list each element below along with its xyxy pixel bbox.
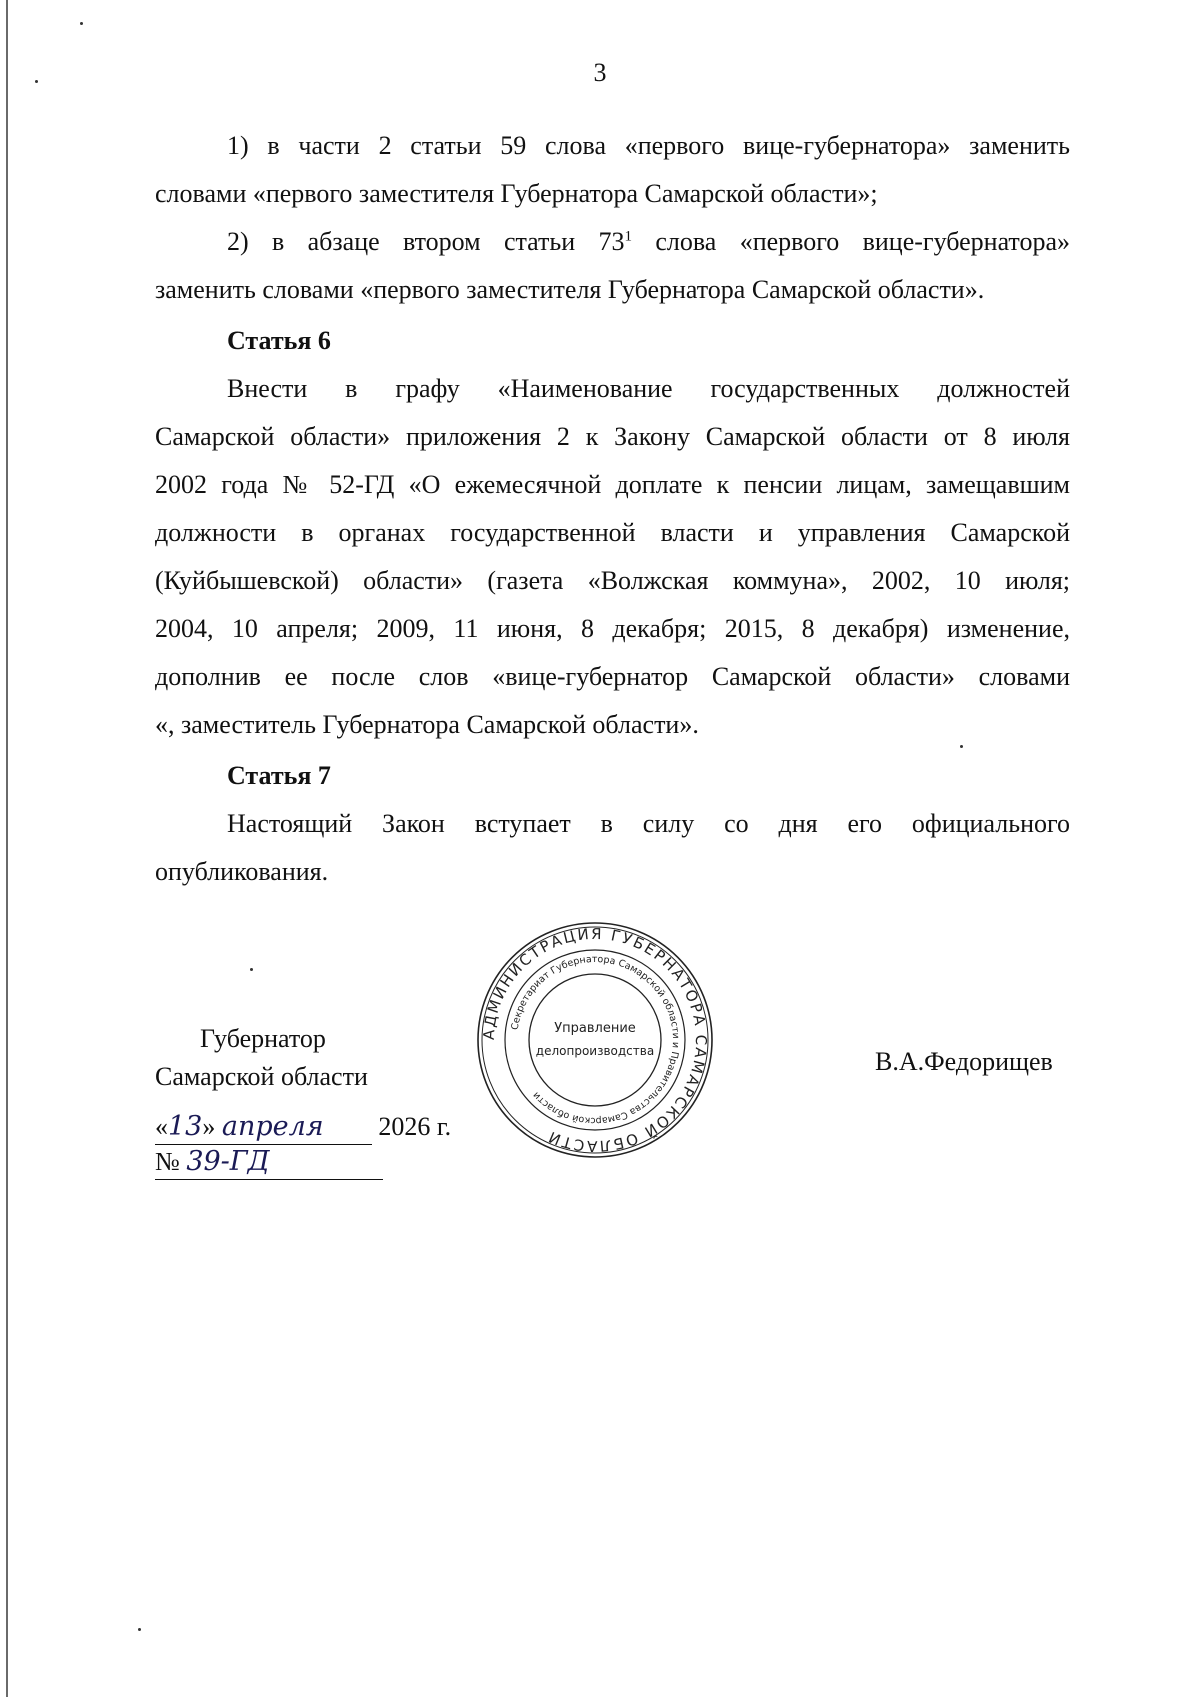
binding-edge [6,0,8,1697]
scan-speck [80,22,83,25]
signatory-title-line: Губернатор [200,1024,326,1053]
text-fragment: 2) в абзаце втором статьи 73 [227,227,625,256]
document-body [155,122,1070,896]
law-number [155,1145,383,1180]
item-1 [155,122,1070,170]
date-month: апреля [221,1111,324,1142]
text-line: 2004, 10 апреля; 2009, 11 июня, 8 декабря; 2015, 8 декабря) изменение, [155,614,1070,643]
article-7-body [155,800,1070,896]
article-6-body [155,365,1070,749]
text-fragment: слова «первого вице-губернатора» [632,227,1070,256]
item-2 [155,218,1070,266]
text-line: дополнив ее после слов «вице-губернатор Самарской области» словами [155,662,1070,691]
text-line: Настоящий Закон вступает в силу со дня его официального [227,809,1070,838]
seal-outer-text: АДМИНИСТРАЦИЯ ГУБЕРНАТОРА САМАРСКОЙ ОБЛАСТИ [479,924,711,1156]
article-6-heading: Статья 6 [227,326,331,355]
text-line: Самарской области» приложения 2 к Закону Самарской области от 8 июля [155,422,1070,451]
text-line: Внести в графу «Наименование государственных должностей [227,374,1070,403]
signatory-title [155,1020,368,1096]
seal-inner-text: Секретариат Губернатора Самарской области и Правительства Самарской области [509,953,682,1127]
signatory-title-line: Самарской области [155,1062,368,1091]
superscript: 1 [624,228,633,245]
text-line: «, заместитель Губернатора Самарской области». [155,710,699,739]
date-handwritten [155,1110,372,1145]
date-and-number [155,1110,451,1180]
seal-inner-ring [529,974,661,1106]
text-line: 1) в части 2 статьи 59 слова «первого вице-губернатора» заменить [227,131,1070,160]
scan-speck [138,1628,141,1631]
article-7-heading: Статья 7 [227,761,331,790]
date-day: 13 [168,1111,203,1142]
page-number: 3 [593,58,607,87]
text-line: опубликования. [155,857,329,886]
date-year: 2026 г. [378,1112,452,1141]
number-handwritten: 39-ГД [186,1146,270,1177]
seal-middle-ring [505,950,685,1130]
quote-mark: « [155,1112,168,1141]
official-seal [475,920,715,1160]
text-line: (Куйбышевской) области» (газета «Волжская коммуна», 2002, 10 июля; [155,566,1070,595]
text-line: словами «первого заместителя Губернатора Самарской области»; [155,179,878,208]
seal-center-line: Управление [554,1021,636,1036]
quote-mark: » [202,1112,216,1141]
text-line: 2002 года № 52-ГД «О ежемесячной доплате к пенсии лицам, замещавшим [155,470,1070,499]
scan-speck [250,968,253,971]
text-line: заменить словами «первого заместителя Губернатора Самарской области». [155,275,985,304]
text-line: должности в органах государственной власти и управления Самарской [155,518,1070,547]
number-label: № [155,1147,180,1176]
seal-center-line: делопроизводства [535,1044,655,1058]
signatory-name: В.А.Федорищев [875,1047,1053,1076]
date-row [155,1110,451,1145]
number-row [155,1145,451,1180]
